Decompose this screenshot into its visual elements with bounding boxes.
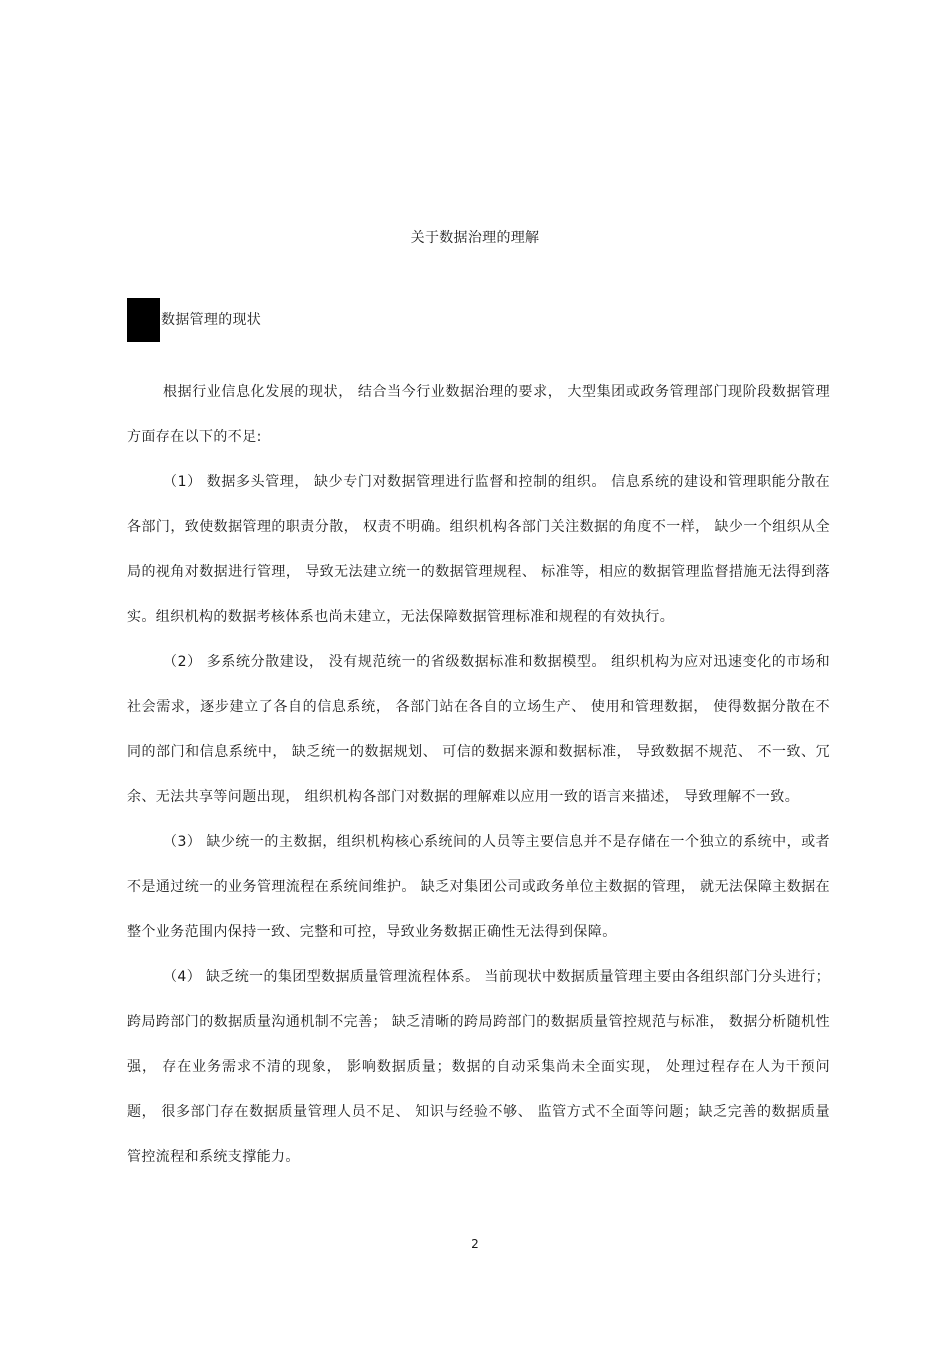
section-marker-block xyxy=(127,298,160,342)
section-heading-text: 数据管理的现状 xyxy=(161,312,262,328)
paragraph-item-4: （4） 缺乏统一的集团型数据质量管理流程体系。 当前现状中数据质量管理主要由各组织部门分头进行；跨局跨部门的数据质量沟通机制不完善； 缺乏清晰的跨局跨部门的数据质量管控规范与标准， 数据分析随机性强， 存在业务需求不清的现象， 影响数据质量；数据的自动采集尚未全面实现， 处理过程存在人为干预问题， 很多部门存在数据质量管理人员不足、 知识与经验不够、 监管方式不全面等问题；缺乏完善的数据质量管控流程和系统支撑能力。 xyxy=(127,969,831,1165)
body-text xyxy=(127,370,830,1180)
document-title: 关于数据治理的理解 xyxy=(410,230,540,246)
section-heading xyxy=(127,298,261,342)
paragraph-item-2: （2） 多系统分散建设， 没有规范统一的省级数据标准和数据模型。 组织机构为应对迅速变化的市场和社会需求，逐步建立了各自的信息系统， 各部门站在各自的立场生产、 使用和管理数据， 使得数据分散在不同的部门和信息系统中， 缺乏统一的数据规划、 可信的数据来源和数据标准， 导致数据不规范、 不一致、冗余、无法共享等问题出现， 组织机构各部门对数据的理解难以应用一致的语言来描述， 导致理解不一致。 xyxy=(127,654,830,805)
paragraph-item-3: （3） 缺少统一的主数据，组织机构核心系统间的人员等主要信息并不是存储在一个独立的系统中，或者不是通过统一的业务管理流程在系统间维护。 缺乏对集团公司或政务单位主数据的管理， 就无法保障主数据在整个业务范围内保持一致、完整和可控，导致业务数据正确性无法得到保障。 xyxy=(127,834,830,940)
page-number: 2 xyxy=(471,1237,479,1251)
paragraph-item-1: （1） 数据多头管理， 缺少专门对数据管理进行监督和控制的组织。 信息系统的建设和管理职能分散在各部门，致使数据管理的职责分散， 权责不明确。组织机构各部门关注数据的角度不一样， 缺少一个组织从全局的视角对数据进行管理， 导致无法建立统一的数据管理规程、 标准等，相应的数据管理监督措施无法得到落实。组织机构的数据考核体系也尚未建立，无法保障数据管理标准和规程的有效执行。 xyxy=(127,474,830,625)
paragraph-intro: 根据行业信息化发展的现状， 结合当今行业数据治理的要求， 大型集团或政务管理部门现阶段数据管理方面存在以下的不足: xyxy=(127,384,830,445)
